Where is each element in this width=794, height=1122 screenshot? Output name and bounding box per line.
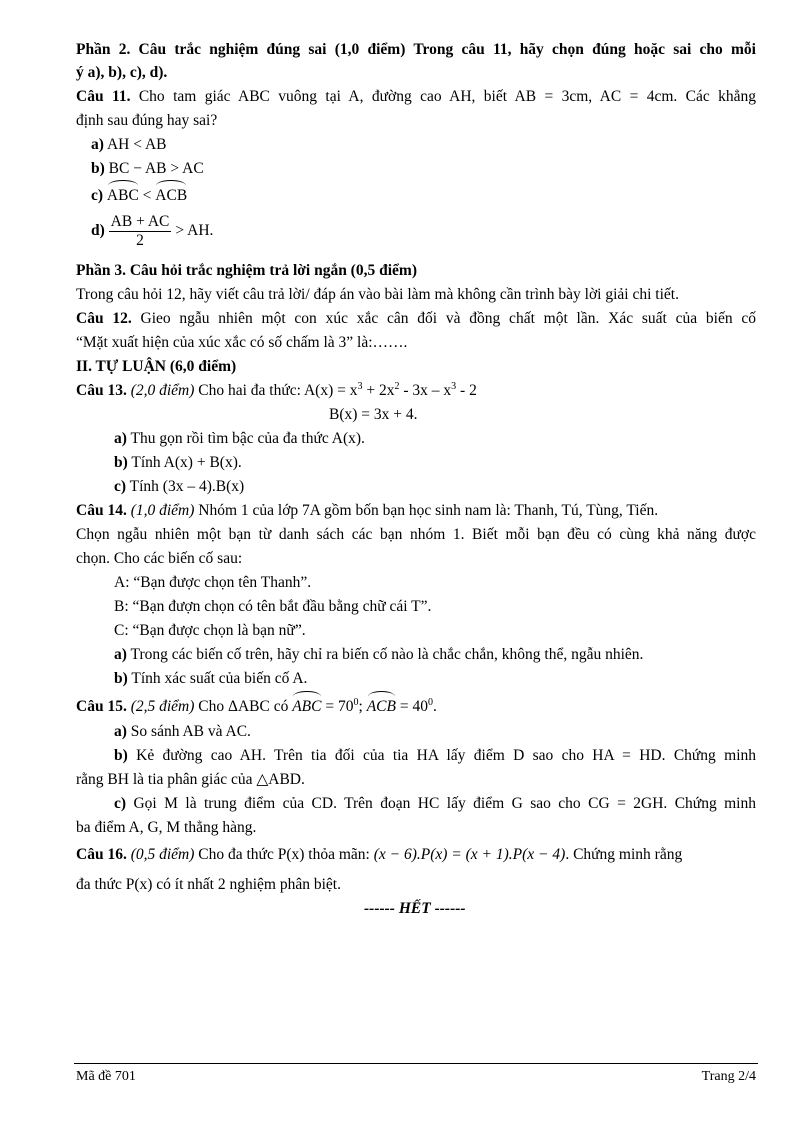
q15-b-cont: rằng BH là tia phân giác của △ABD. — [76, 771, 305, 788]
q16-equation: (x − 6).P(x) = (x + 1).P(x − 4) — [373, 846, 566, 863]
q13-b-poly: B(x) = 3x + 4. — [329, 406, 418, 423]
q12-text: Câu 12. Gieo ngẫu nhiên một con xúc xắc cân đối và đồng chất một lần. Xác suất của biến cố — [76, 310, 756, 327]
q14-text-cont2: chọn. Cho các biến cố sau: — [76, 550, 243, 567]
angle-abc: ABC — [292, 698, 322, 715]
part3-heading: Phần 3. Câu hỏi trắc nghiệm trả lời ngắn (0,5 điểm) — [76, 262, 417, 279]
exam-code: Mã đề 701 — [76, 1069, 136, 1084]
q11-text-cont: định sau đúng hay sai? — [76, 112, 218, 129]
q16-text-cont: đa thức P(x) có ít nhất 2 nghiệm phân biệt. — [76, 876, 341, 893]
q11-option-b: b) BC − AB > AC — [91, 160, 204, 177]
q14-event-a: A: “Bạn được chọn tên Thanh”. — [114, 574, 312, 591]
q14-text-cont: Chọn ngẫu nhiên một bạn từ danh sách các bạn nhóm 1. Biết mỗi bạn đều có cùng khả năng được — [76, 526, 756, 543]
q11-option-c: c) ABC < ACB — [91, 187, 188, 204]
part2-heading: Phần 2. Câu trắc nghiệm đúng sai (1,0 điểm) Trong câu 11, hãy chọn đúng hoặc sai cho mỗi — [76, 41, 756, 58]
q12-text-cont: “Mặt xuất hiện của xúc xắc có số chấm là 3” là:……. — [76, 334, 408, 351]
fraction: $\frac{AB + AC}{2}$ — [110, 213, 170, 249]
page-number: Trang 2/4 — [701, 1069, 756, 1084]
q14-a: a) Trong các biến cố trên, hãy chỉ ra biến cố nào là chắc chắn, không thể, ngẫu nhiên. — [114, 646, 644, 663]
q11-option-a: a) AH < AB — [91, 136, 167, 153]
q13-b: b) Tính A(x) + B(x). — [114, 454, 242, 471]
q13-a: a) Thu gọn rồi tìm bậc của đa thức A(x). — [114, 430, 365, 447]
footer-divider — [74, 1063, 758, 1064]
q14-text: Câu 14. (1,0 điểm) Nhóm 1 của lớp 7A gồm bốn bạn học sinh nam là: Thanh, Tú, Tùng, Tiến. — [76, 502, 659, 519]
q14-b: b) Tính xác suất của biến cố A. — [114, 670, 308, 687]
q15-text: Câu 15. (2,5 điểm) Cho ΔABC có ABC = $70^0$; ACB = $40^0$. — [76, 696, 437, 715]
q13-text: Câu 13. (2,0 điểm) Cho hai đa thức: $A(x) = x^3 + 2x^2 - 3x - x^3 - 2$ — [76, 380, 477, 399]
angle-acb: ACB — [366, 698, 396, 715]
q14-event-b: B: “Bạn đượn chọn có tên bắt đầu bằng chữ cái T”. — [114, 598, 432, 615]
part3-intro: Trong câu hỏi 12, hãy viết câu trả lời/ đáp án vào bài làm mà không cần trình bày lời giải chi tiết. — [76, 286, 679, 303]
essay-heading: II. TỰ LUẬN (6,0 điểm) — [76, 358, 237, 375]
end-mark: ------ HẾT ------ — [364, 900, 466, 917]
part2-heading-cont: ý a), b), c), d). — [76, 64, 168, 81]
angle-abc: ABC — [106, 187, 139, 204]
q13-c: c) Tính (3x – 4).B(x) — [114, 478, 245, 495]
q14-event-c: C: “Bạn được chọn là bạn nữ”. — [114, 622, 306, 639]
q15-c: c) Gọi M là trung điểm của CD. Trên đoạn HC lấy điểm G sao cho CG = 2GH. Chứng minh — [114, 795, 756, 812]
q11-option-d: d) $\frac{AB + AC}{2}$ > AH. — [91, 213, 214, 249]
q16-text: Câu 16. (0,5 điểm) Cho đa thức P(x) thỏa mãn: (x − 6).P(x) = (x + 1).P(x − 4). Chứng minh rằng — [76, 846, 683, 863]
q15-a: a) So sánh AB và AC. — [114, 723, 251, 740]
q15-c-cont: ba điểm A, G, M thẳng hàng. — [76, 819, 257, 836]
q11-text: Câu 11. Cho tam giác ABC vuông tại A, đường cao AH, biết AB = 3cm, AC = 4cm. Các khẳng — [76, 88, 756, 105]
angle-acb: ACB — [155, 187, 188, 204]
q15-b: b) Kẻ đường cao AH. Trên tia đối của tia HA lấy điểm D sao cho HA = HD. Chứng minh — [114, 747, 756, 764]
